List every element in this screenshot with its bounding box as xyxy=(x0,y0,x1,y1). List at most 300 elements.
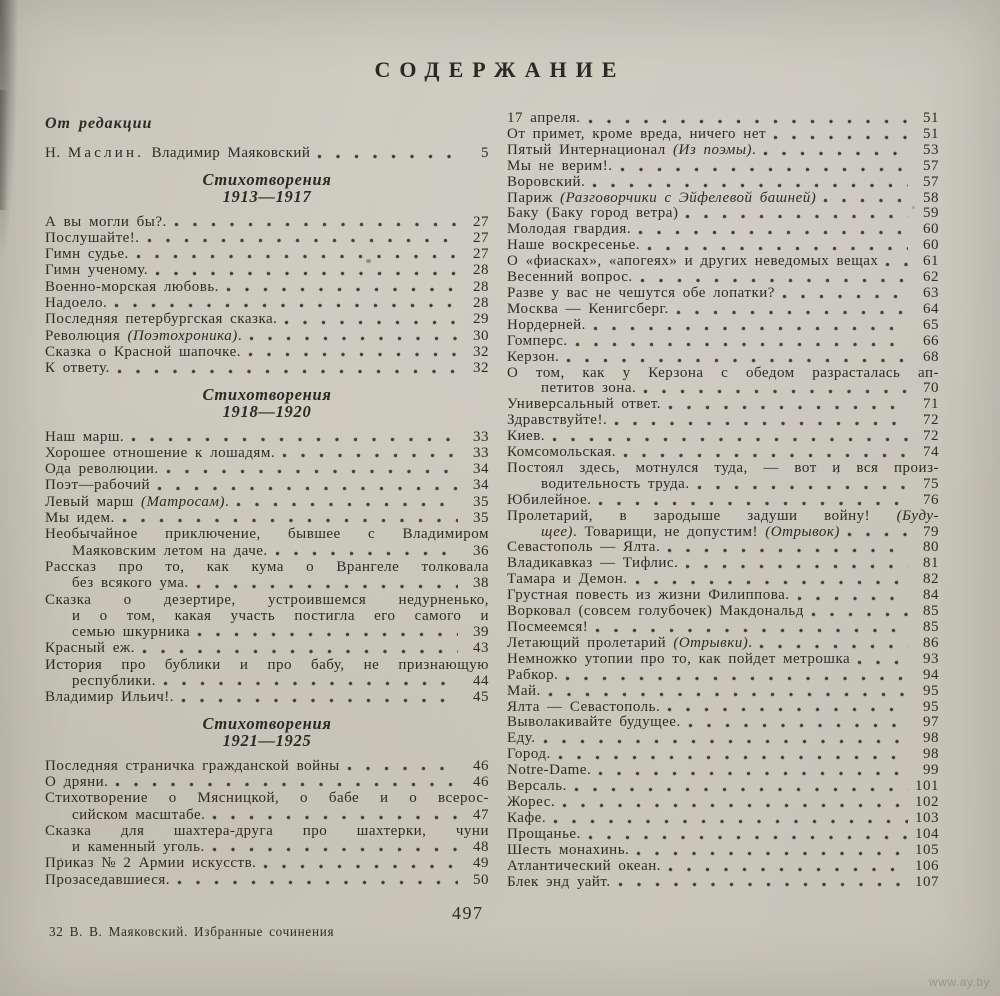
entry-title: Грустная повесть из жизни Филиппова. xyxy=(507,587,790,604)
entry-page-number: 72 xyxy=(923,412,939,429)
entry-row xyxy=(45,230,489,246)
entry-page-number: 66 xyxy=(923,332,939,349)
dot-leader xyxy=(114,303,458,308)
toc-entry xyxy=(507,461,939,493)
entry-title: Баку (Баку город ветра) xyxy=(507,205,679,222)
toc-right-column xyxy=(507,111,939,890)
dot-leader xyxy=(236,502,458,507)
entry-row xyxy=(507,779,939,795)
dot-leader xyxy=(317,154,458,159)
toc-entry xyxy=(45,328,489,344)
dot-leader xyxy=(282,453,458,458)
entry-title: петитов зона. xyxy=(541,380,637,397)
toc-entry xyxy=(507,429,939,445)
entry-title: Левый марш (Матросам). xyxy=(45,493,230,510)
entry-title: Гимн судье. xyxy=(45,246,129,263)
entry-title: без всякого ума. xyxy=(72,575,189,592)
toc-entry xyxy=(507,302,939,318)
entry-row xyxy=(507,636,939,652)
entry-title: О «фиасках», «апогеях» и других неведомых вещах xyxy=(507,253,879,270)
entry-page-number: 105 xyxy=(915,841,939,858)
toc-entry xyxy=(507,636,939,652)
entry-title: Киев. xyxy=(507,428,546,445)
entry-row xyxy=(45,445,489,461)
dot-leader xyxy=(155,271,458,276)
toc-entry xyxy=(507,715,939,731)
entry-page-number: 28 xyxy=(473,278,489,295)
entry-page-number: 59 xyxy=(923,205,939,222)
dot-leader xyxy=(623,453,908,458)
entry-title: Севастополь — Ялта. xyxy=(507,539,661,556)
dot-leader xyxy=(553,819,908,824)
entry-title: Город. xyxy=(507,746,551,763)
entry-title: Последняя петербургская сказка. xyxy=(45,311,278,328)
entry-page-number: 35 xyxy=(473,510,489,527)
entry-row xyxy=(507,859,939,875)
toc-entry xyxy=(45,774,489,790)
entry-title: сийском масштабе. xyxy=(72,806,206,823)
entry-page-number: 57 xyxy=(923,173,939,190)
entry-page-number: 107 xyxy=(915,873,939,890)
entry-page-number: 79 xyxy=(923,523,939,540)
entry-title: Еду. xyxy=(507,730,536,747)
toc-entry xyxy=(507,222,939,238)
toc-entry xyxy=(45,510,489,526)
dot-leader xyxy=(558,755,908,760)
entry-row xyxy=(507,445,939,461)
entry-title: республики. xyxy=(72,673,156,690)
entry-row xyxy=(45,145,489,161)
entry-title: Ода революции. xyxy=(45,461,159,478)
dot-leader xyxy=(548,692,908,697)
entry-title: Комсомольская. xyxy=(507,444,616,461)
entry-row xyxy=(507,143,939,159)
entry-page-number: 48 xyxy=(473,839,489,856)
dot-leader xyxy=(588,835,908,840)
entry-page-number: 50 xyxy=(473,871,489,888)
entry-title: Мы не верим!. xyxy=(507,157,613,174)
entry-row xyxy=(507,525,939,541)
toc-entry xyxy=(507,763,939,779)
entry-row xyxy=(45,758,489,774)
entry-page-number: 36 xyxy=(473,542,489,559)
dot-leader xyxy=(543,739,908,744)
entry-page-number: 61 xyxy=(923,253,939,270)
dot-leader xyxy=(697,485,908,490)
entry-title: Посмеемся! xyxy=(507,619,589,635)
entry-page-number: 98 xyxy=(923,730,939,747)
entry-page-number: 65 xyxy=(923,316,939,333)
toc-entry xyxy=(507,334,939,350)
entry-title: Надоело. xyxy=(45,295,108,312)
entry-title-line: Сказка для шахтера-друга про шахтерки, чуни xyxy=(45,822,489,839)
entry-title: Послушайте!. xyxy=(45,229,140,246)
entry-row xyxy=(45,262,489,278)
entry-row xyxy=(507,715,939,731)
dot-leader xyxy=(117,369,458,374)
entry-title: Версаль. xyxy=(507,778,567,795)
entry-title: семью шкурника xyxy=(72,624,191,641)
toc-entry xyxy=(507,286,939,302)
entry-page-number: 95 xyxy=(923,682,939,699)
entry-row xyxy=(507,684,939,700)
entry-row xyxy=(45,855,489,871)
dot-leader xyxy=(638,230,908,235)
entry-row xyxy=(45,510,489,526)
entry-title: и каменный уголь. xyxy=(72,839,205,856)
entry-title: Наш марш. xyxy=(45,428,125,445)
toc-entry xyxy=(507,620,939,636)
entry-row xyxy=(507,588,939,604)
dot-leader xyxy=(131,437,458,442)
entry-page-number: 70 xyxy=(923,380,939,397)
entry-page-number: 43 xyxy=(473,640,489,657)
toc-entry xyxy=(45,872,489,888)
toc-entry xyxy=(45,494,489,510)
entry-page-number: 84 xyxy=(923,587,939,604)
entry-row xyxy=(507,747,939,763)
entry-title: Гимн ученому. xyxy=(45,262,149,279)
entry-title: Красный еж. xyxy=(45,640,135,657)
entry-page-number: 101 xyxy=(915,778,939,795)
entry-page-number: 80 xyxy=(923,539,939,556)
scan-edge-smudge xyxy=(0,90,8,210)
entry-page-number: 62 xyxy=(923,269,939,286)
entry-page-number: 45 xyxy=(473,689,489,706)
dot-leader xyxy=(196,584,458,589)
entry-page-number: 27 xyxy=(473,213,489,230)
entry-title: Рабкор. xyxy=(507,666,559,683)
entry-row xyxy=(45,461,489,477)
entry-page-number: 74 xyxy=(923,444,939,461)
entry-title: Приказ № 2 Армии искусств. xyxy=(45,855,257,872)
dot-leader xyxy=(181,698,458,703)
entry-page-number: 32 xyxy=(473,343,489,360)
entry-page-number: 86 xyxy=(923,634,939,651)
entry-title-line: Постоял здесь, мотнулся туда, — вот и вся произ- xyxy=(507,459,939,476)
entry-row xyxy=(507,540,939,556)
entry-page-number: 63 xyxy=(923,284,939,301)
entry-row xyxy=(507,700,939,716)
entry-page-number: 53 xyxy=(923,141,939,158)
toc-entry xyxy=(45,429,489,445)
entry-title: Выволакивайте будущее. xyxy=(507,714,681,731)
entry-title-line: Стихотворение о Мясницкой, о бабе и о всерос- xyxy=(45,790,489,807)
entry-title-line: Пролетарий, в зародыше задуши войну! (Буду- xyxy=(507,507,939,524)
toc-entry xyxy=(507,700,939,716)
entry-page-number: 94 xyxy=(923,666,939,683)
entry-row xyxy=(45,689,489,705)
section-heading-line: 1913—1917 xyxy=(222,186,312,206)
dot-leader xyxy=(598,771,908,776)
entry-row xyxy=(507,731,939,747)
dot-leader xyxy=(667,707,908,712)
entry-title: Блек энд уайт. xyxy=(507,873,611,890)
section-heading-line: Стихотворения xyxy=(202,169,332,189)
dot-leader xyxy=(142,649,458,654)
entry-title: Тамара и Демон. xyxy=(507,571,628,588)
toc-entry xyxy=(507,540,939,556)
entry-title: Прозаседавшиеся. xyxy=(45,871,171,888)
dot-leader xyxy=(595,628,908,633)
toc-entry xyxy=(507,206,939,222)
entry-title: А вы могли бы?. xyxy=(45,213,167,230)
entry-title: водительность труда. xyxy=(541,475,690,492)
entry-title: Париж (Разговорчики с Эйфелевой башней) xyxy=(507,189,817,206)
dot-leader xyxy=(212,847,458,852)
section-heading xyxy=(45,171,489,205)
dot-leader xyxy=(688,723,908,728)
toc-entry xyxy=(45,592,489,641)
entry-row xyxy=(507,238,939,254)
entry-page-number: 98 xyxy=(923,746,939,763)
entry-page-number: 33 xyxy=(473,428,489,445)
entry-title: Н. Маслин. Владимир Маяковский xyxy=(45,145,311,162)
entry-row xyxy=(507,763,939,779)
dot-leader xyxy=(249,336,458,341)
entry-page-number: 27 xyxy=(473,229,489,246)
dot-leader xyxy=(763,151,908,156)
entry-row xyxy=(507,875,939,891)
dot-leader xyxy=(157,486,458,491)
dot-leader xyxy=(635,580,908,585)
entry-title-line: О том, как у Керзона с обедом разрасталась ап- xyxy=(507,364,939,381)
dot-leader xyxy=(197,632,458,637)
entry-row xyxy=(507,254,939,270)
toc-entry xyxy=(507,143,939,159)
dot-leader xyxy=(562,803,908,808)
entry-page-number: 28 xyxy=(473,262,489,279)
entry-row xyxy=(45,246,489,262)
toc-entry xyxy=(45,526,489,559)
watermark: www.ay.by xyxy=(929,975,990,989)
entry-row xyxy=(507,381,939,397)
toc-entry xyxy=(507,413,939,429)
entry-title: Москва — Кенигсберг. xyxy=(507,300,669,317)
entry-title: Наше воскресенье. xyxy=(507,237,641,254)
entry-row xyxy=(507,620,939,636)
entry-row xyxy=(507,111,939,127)
folio-page-number: 497 xyxy=(452,903,484,923)
toc-entry xyxy=(507,572,939,588)
entry-page-number: 75 xyxy=(923,475,939,492)
entry-row xyxy=(507,127,939,143)
dot-leader xyxy=(115,782,458,787)
entry-page-number: 32 xyxy=(473,360,489,377)
entry-title: Пятый Интернационал (Из поэмы). xyxy=(507,141,757,158)
entry-page-number: 39 xyxy=(473,624,489,641)
entry-page-number: 51 xyxy=(923,110,939,126)
entry-row xyxy=(507,429,939,445)
toc-entry xyxy=(507,366,939,398)
toc-entry xyxy=(507,731,939,747)
entry-row xyxy=(45,673,489,689)
dot-leader xyxy=(685,214,908,219)
section-heading-line: Стихотворения xyxy=(202,713,332,733)
dot-leader xyxy=(598,501,908,506)
dot-leader xyxy=(797,596,909,601)
entry-row xyxy=(45,807,489,823)
toc-entry xyxy=(507,509,939,541)
entry-page-number: 35 xyxy=(473,493,489,510)
toc-entry xyxy=(507,779,939,795)
entry-row xyxy=(45,494,489,510)
entry-title: Владимир Ильич!. xyxy=(45,689,175,706)
dot-leader xyxy=(885,262,908,267)
entry-title: От примет, кроме вреда, ничего нет xyxy=(507,125,767,142)
dot-leader xyxy=(284,320,458,325)
entry-title: Универсальный ответ. xyxy=(507,396,662,413)
toc-entry xyxy=(507,254,939,270)
entry-row xyxy=(507,302,939,318)
toc-entry xyxy=(507,175,939,191)
toc-entry xyxy=(507,493,939,509)
toc-entry xyxy=(507,588,939,604)
dot-leader xyxy=(847,532,908,537)
entry-row xyxy=(507,350,939,366)
toc-entry xyxy=(507,684,939,700)
dot-leader xyxy=(565,676,908,681)
toc-entry xyxy=(507,556,939,572)
entry-title: Жорес. xyxy=(507,793,556,810)
toc-entry xyxy=(507,350,939,366)
entry-row xyxy=(507,334,939,350)
entry-title: Хорошее отношение к лошадям. xyxy=(45,444,276,461)
entry-title: Здравствуйте!. xyxy=(507,412,608,429)
entry-row xyxy=(45,295,489,311)
toc-entry xyxy=(507,445,939,461)
entry-page-number: 46 xyxy=(473,757,489,774)
entry-row xyxy=(507,843,939,859)
dot-leader xyxy=(773,135,908,140)
entry-title: Май. xyxy=(507,682,541,699)
entry-title: Ялта — Севастополь. xyxy=(507,698,661,715)
toc-entry xyxy=(45,262,489,278)
entry-title: Весенний вопрос. xyxy=(507,269,633,286)
dot-leader xyxy=(823,198,908,203)
dot-leader xyxy=(614,421,908,426)
entry-page-number: 58 xyxy=(923,189,939,206)
entry-row xyxy=(45,872,489,888)
entry-title-line: Сказка о дезертире, устроившемся недурненько, xyxy=(45,591,489,608)
entry-page-number: 97 xyxy=(923,714,939,731)
dot-leader xyxy=(759,644,908,649)
entry-page-number: 44 xyxy=(473,673,489,690)
entry-row xyxy=(45,543,489,559)
toc-entry xyxy=(45,640,489,656)
toc-entry xyxy=(507,795,939,811)
entry-title: Владикавказ — Тифлис. xyxy=(507,555,679,572)
entry-title-line: История про бублики и про бабу, не признающую xyxy=(45,656,489,673)
dot-leader xyxy=(857,660,908,665)
entry-row xyxy=(45,839,489,855)
dot-leader xyxy=(166,469,458,474)
section-heading xyxy=(45,386,489,420)
entry-title: Летающий пролетарий (Отрывки). xyxy=(507,634,753,651)
entry-row xyxy=(507,827,939,843)
toc-entry xyxy=(507,604,939,620)
toc-entry xyxy=(507,238,939,254)
entry-title: Атлантический океан. xyxy=(507,857,662,874)
entry-row xyxy=(507,270,939,286)
entry-title: 17 апреля. xyxy=(507,110,581,126)
dot-leader xyxy=(263,864,458,869)
dot-leader xyxy=(782,294,908,299)
toc-entry xyxy=(507,875,939,891)
dot-leader xyxy=(667,548,908,553)
entry-row xyxy=(507,572,939,588)
section-heading-line: 1921—1925 xyxy=(222,730,312,750)
entry-page-number: 33 xyxy=(473,444,489,461)
dot-leader xyxy=(226,287,458,292)
entry-title: Воровский. xyxy=(507,173,586,190)
toc-entry xyxy=(507,668,939,684)
toc-entry xyxy=(45,311,489,327)
entry-row xyxy=(45,774,489,790)
entry-title: Гомперс. xyxy=(507,332,568,349)
toc-entry xyxy=(45,477,489,493)
footer-imprint-note: 32 В. В. Маяковский. Избранные сочинения xyxy=(49,924,335,939)
entry-row xyxy=(507,159,939,175)
toc-entry xyxy=(45,230,489,246)
entry-title: Ворковал (совсем голубочек) Макдональд xyxy=(507,603,804,620)
dot-leader xyxy=(552,437,908,442)
entry-page-number: 103 xyxy=(915,809,939,826)
toc-entry xyxy=(507,111,939,127)
entry-title: Сказка о Красной шапочке. xyxy=(45,343,242,360)
entry-title: Керзон. xyxy=(507,348,560,365)
toc-entry xyxy=(45,246,489,262)
entry-title-line: Рассказ про то, как кума о Врангеле толковала xyxy=(45,558,489,575)
dot-leader xyxy=(574,787,908,792)
dot-leader xyxy=(643,389,908,394)
toc-entry xyxy=(507,270,939,286)
entry-page-number: 57 xyxy=(923,157,939,174)
entry-page-number: 51 xyxy=(923,125,939,142)
entry-title: Революция (Поэтохроника). xyxy=(45,327,243,344)
toc-entry xyxy=(45,855,489,871)
entry-row xyxy=(507,191,939,207)
toc-entry xyxy=(507,827,939,843)
toc-entry xyxy=(507,318,939,334)
section-subhead: От редакции xyxy=(45,115,153,132)
entry-page-number: 47 xyxy=(473,806,489,823)
dot-leader xyxy=(566,358,908,363)
entry-title: Мы идем. xyxy=(45,510,115,527)
dot-leader xyxy=(575,342,908,347)
toc-entry xyxy=(507,397,939,413)
toc-entry xyxy=(507,159,939,175)
entry-title: Юбилейное. xyxy=(507,491,592,508)
entry-row xyxy=(45,328,489,344)
entry-row xyxy=(507,556,939,572)
entry-page-number: 104 xyxy=(915,825,939,842)
dot-leader xyxy=(588,119,908,124)
toc-entry xyxy=(507,747,939,763)
entry-page-number: 38 xyxy=(473,575,489,592)
entry-page-number: 82 xyxy=(923,571,939,588)
dot-leader xyxy=(647,246,908,251)
entry-title-line: Необычайное приключение, бывшее с Владимиром xyxy=(45,526,489,543)
entry-page-number: 5 xyxy=(481,145,489,162)
toc-entry xyxy=(45,689,489,705)
toc-entry xyxy=(45,145,489,161)
entry-title: Военно-морская любовь. xyxy=(45,278,219,295)
dot-leader xyxy=(811,612,908,617)
entry-row xyxy=(507,477,939,493)
entry-page-number: 68 xyxy=(923,348,939,365)
entry-row xyxy=(507,318,939,334)
